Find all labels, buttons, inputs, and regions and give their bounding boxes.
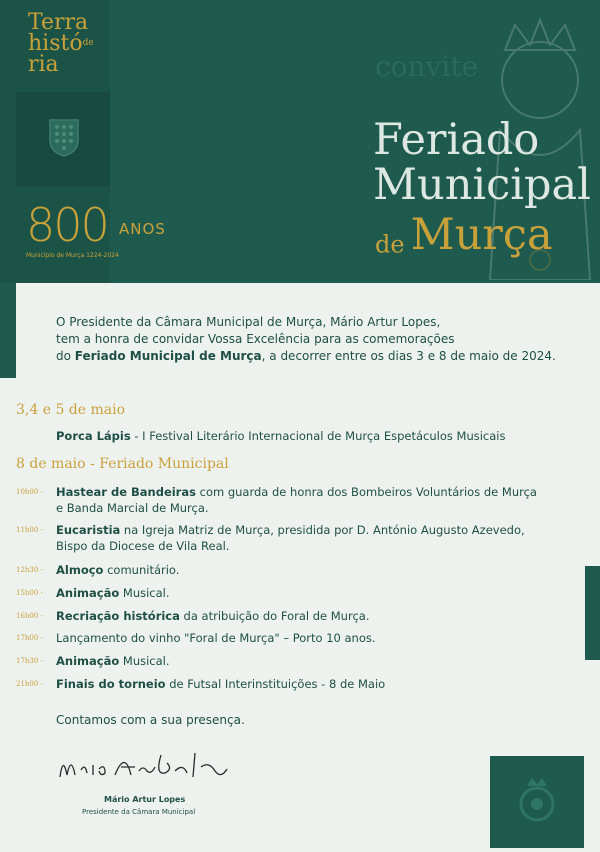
title-place: Murça xyxy=(410,210,553,260)
coat-of-arms-icon xyxy=(48,118,80,158)
schedule-item xyxy=(56,608,369,624)
schedule-item-text: Musical. xyxy=(119,586,170,600)
schedule-item-text: da atribuição do Foral de Murça. xyxy=(179,609,370,623)
schedule-time: 11h00 - xyxy=(16,526,43,534)
closing-text: Contamos com a sua presença. xyxy=(56,713,245,727)
intro-line2: tem a honra de convidar Vossa Excelência para as comemorações xyxy=(56,332,455,346)
intro-line3-bold: Feriado Municipal de Murça xyxy=(74,349,262,363)
section1-item-bold: Porca Lápis xyxy=(56,429,131,443)
handwritten-signature xyxy=(55,745,235,790)
title-line2: Municipal xyxy=(373,160,591,210)
section2-heading: 8 de maio - Feriado Municipal xyxy=(16,456,229,472)
anniversary-subtitle: Município de Murça 1224-2024 xyxy=(26,252,119,259)
schedule-item-bold: Almoço xyxy=(56,563,104,577)
section1-item-rest: - I Festival Literário Internacional de Murça Espetáculos Musicais xyxy=(130,429,506,443)
intro-line1: O Presidente da Câmara Municipal de Murça, Mário Artur Lopes, xyxy=(56,315,441,329)
anniversary-word: ANOS xyxy=(119,220,166,238)
section1-heading: 3,4 e 5 de maio xyxy=(16,402,126,418)
terra-de-historia-logo xyxy=(28,12,94,75)
title-line1: Feriado xyxy=(373,115,540,165)
schedule-item-text: comunitário. xyxy=(103,563,180,577)
schedule-item xyxy=(56,630,376,646)
right-accent-bar xyxy=(585,566,600,660)
logo-line3: ria xyxy=(28,52,59,77)
signatory-name: Mário Artur Lopes xyxy=(104,795,186,804)
logo-line1: Terra xyxy=(28,10,89,35)
hero-banner xyxy=(0,0,600,283)
schedule-item xyxy=(56,484,537,516)
anniversary-number: 800 xyxy=(26,198,108,252)
800-anos-logo xyxy=(26,198,166,259)
schedule-item xyxy=(56,522,525,554)
schedule-item-bold: Animação xyxy=(56,586,120,600)
schedule-item-text: com guarda de honra dos Bombeiros Voluntários de Murça xyxy=(195,485,537,499)
municipal-emblem-icon xyxy=(490,756,584,848)
section1-item xyxy=(56,428,506,444)
logo-line2: histó xyxy=(28,31,83,56)
schedule-item xyxy=(56,653,170,669)
schedule-item-text: Musical. xyxy=(119,654,170,668)
schedule-time: 17h30 - xyxy=(16,657,43,665)
intro-line3-post: , a decorrer entre os dias 3 e 8 de maio de 2024. xyxy=(261,349,556,363)
schedule-item-line2: Bispo da Diocese de Vila Real. xyxy=(56,539,230,553)
schedule-time: 17h00 - xyxy=(16,634,43,642)
schedule-item-bold: Recriação histórica xyxy=(56,609,180,623)
signatory-role: Presidente da Câmara Municipal xyxy=(82,808,196,816)
invitation-text xyxy=(56,314,576,365)
schedule-time: 15h00 - xyxy=(16,589,43,597)
schedule-item xyxy=(56,585,170,601)
title-line3 xyxy=(375,210,553,260)
schedule-time: 10h00 - xyxy=(16,488,43,496)
schedule-item-text: de Futsal Interinstituições - 8 de Maio xyxy=(165,677,386,691)
schedule-item-text: na Igreja Matriz de Murça, presidida por D. António Augusto Azevedo, xyxy=(120,523,525,537)
left-accent-bar xyxy=(0,283,16,378)
schedule-item-bold: Hastear de Bandeiras xyxy=(56,485,196,499)
schedule-item xyxy=(56,562,179,578)
schedule-item-bold: Animação xyxy=(56,654,120,668)
intro-line3-pre: do xyxy=(56,349,75,363)
schedule-item-line2: e Banda Marcial de Murça. xyxy=(56,501,209,515)
municipal-emblem-panel xyxy=(490,756,584,848)
schedule-item-text: Lançamento do vinho "Foral de Murça" – Porto 10 anos. xyxy=(56,631,376,645)
title-de: de xyxy=(375,230,405,259)
schedule-item-bold: Finais do torneio xyxy=(56,677,166,691)
schedule-item-bold: Eucaristia xyxy=(56,523,121,537)
schedule-time: 21h00 - xyxy=(16,680,43,688)
schedule-time: 16h00 - xyxy=(16,612,43,620)
schedule-item xyxy=(56,676,385,692)
schedule-time: 12h30 - xyxy=(16,566,43,574)
logo-de: de xyxy=(82,38,94,48)
convite-label: convite xyxy=(375,50,479,83)
